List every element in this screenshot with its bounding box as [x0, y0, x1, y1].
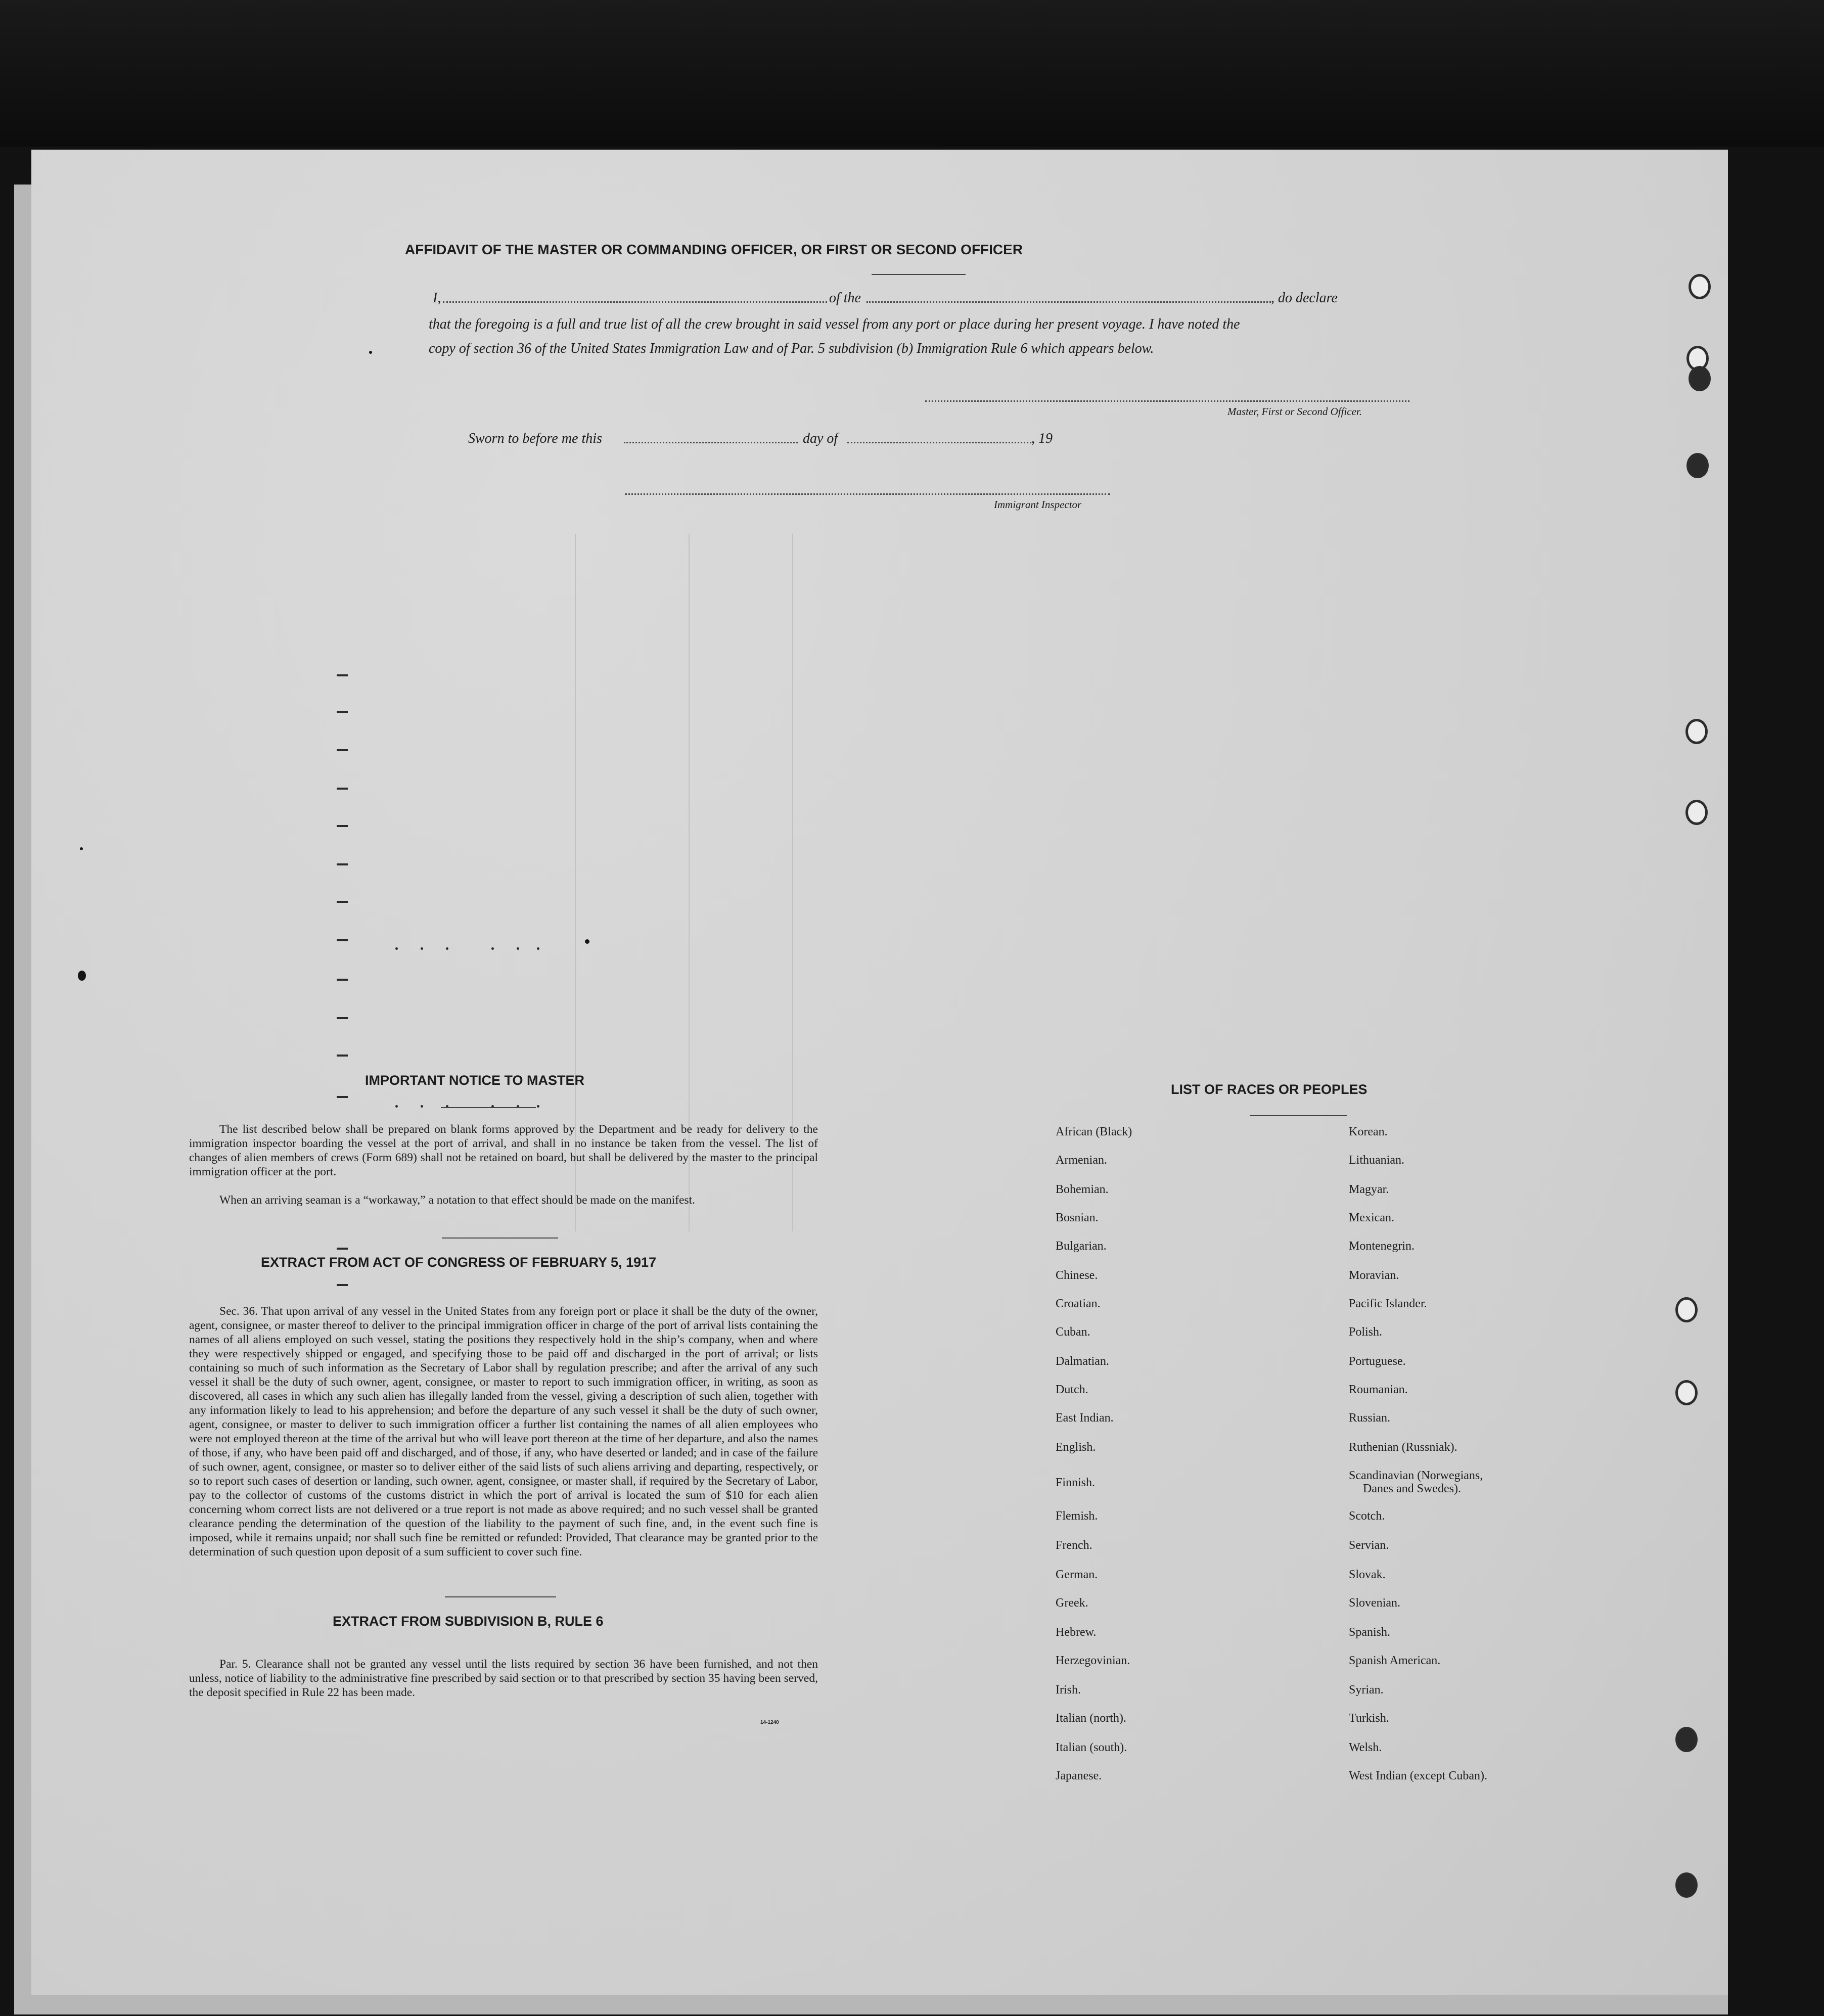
- race-item: Italian (south).: [1056, 1741, 1127, 1754]
- bleed-through-layer: [31, 150, 1728, 1995]
- race-item: Danes and Swedes).: [1363, 1482, 1461, 1495]
- manifest-page: [31, 150, 1728, 1995]
- inspector-signature-line[interactable]: [625, 493, 1110, 495]
- race-item: Chinese.: [1056, 1269, 1098, 1282]
- ghost-dash: [337, 749, 348, 751]
- race-item: Irish.: [1056, 1683, 1081, 1697]
- race-item: Bosnian.: [1056, 1211, 1099, 1224]
- race-item: Polish.: [1349, 1325, 1383, 1339]
- race-item: East Indian.: [1056, 1411, 1114, 1425]
- race-item: Greek.: [1056, 1596, 1088, 1610]
- race-item: Spanish American.: [1349, 1654, 1441, 1667]
- race-item: Bulgarian.: [1056, 1240, 1107, 1253]
- race-item: Magyar.: [1349, 1183, 1389, 1196]
- ghost-dash: [337, 1248, 348, 1250]
- binder-hole: [1689, 366, 1711, 391]
- race-item: Roumanian.: [1349, 1383, 1408, 1396]
- race-item: Ruthenian (Russniak).: [1349, 1441, 1457, 1454]
- ghost-dash: [337, 1017, 348, 1019]
- ghost-dash: [337, 1096, 348, 1098]
- binder-hole: [1685, 800, 1708, 825]
- race-item: Finnish.: [1056, 1476, 1096, 1489]
- act-extract-heading: EXTRACT FROM ACT OF CONGRESS OF FEBRUARY 5, 1917: [261, 1255, 657, 1270]
- race-item: Armenian.: [1056, 1154, 1107, 1167]
- race-item: Korean.: [1349, 1125, 1388, 1138]
- ghost-dot: [395, 1105, 398, 1108]
- race-item: Syrian.: [1349, 1683, 1384, 1697]
- binder-hole: [1675, 1297, 1698, 1322]
- declarant-name-blank[interactable]: [443, 301, 827, 303]
- rule-extract-text: Par. 5. Clearance shall not be granted any vessel until the lists required by section 36 have been furnished, and not then unless, notice of liability to the administrative fine prescribed by said section or to that prescribed by section 35 having been served, the deposit specified in Rule 22 has been made.: [189, 1658, 818, 1699]
- ink-speck: [369, 351, 372, 354]
- separator: [445, 1596, 556, 1597]
- ink-speck: [80, 847, 83, 850]
- race-item: Russian.: [1349, 1411, 1391, 1425]
- binder-hole: [1675, 1872, 1698, 1898]
- affidavit-line3: copy of section 36 of the United States Immigration Law and of Par. 5 subdivision (b) Immigration Rule 6 which appears below.: [429, 341, 1154, 356]
- master-signature-label: Master, First or Second Officer.: [1227, 405, 1362, 418]
- binder-hole: [1686, 453, 1709, 478]
- ghost-dash: [337, 1284, 348, 1286]
- ghost-dot: [537, 947, 539, 950]
- binder-hole: [1689, 274, 1711, 299]
- separator: [442, 1238, 558, 1239]
- race-item: Pacific Islander.: [1349, 1297, 1427, 1310]
- scan-border-top: [0, 0, 1824, 147]
- race-item: Moravian.: [1349, 1269, 1399, 1282]
- notice-paragraph-1: The list described below shall be prepared on blank forms approved by the Department and be ready for delivery to the immigration inspector boarding the vessel at the port of arrival, and shall in no instance be taken from the vessel. The list of changes of alien members of crews (Form 689) shall not be retained on board, but shall be delivered by the master to the principal immigration officer at the port.: [189, 1123, 818, 1178]
- binder-hole: [1675, 1727, 1698, 1752]
- ghost-dash: [337, 939, 348, 941]
- affidavit-line1-end: , do declare: [1271, 290, 1338, 306]
- affidavit-line1-of-the: of the: [829, 290, 861, 306]
- race-item: Scotch.: [1349, 1509, 1385, 1523]
- binder-hole: [1675, 1380, 1698, 1405]
- races-heading: LIST OF RACES OR PEOPLES: [1171, 1082, 1367, 1097]
- race-item: Italian (north).: [1056, 1712, 1126, 1725]
- race-item: Flemish.: [1056, 1509, 1098, 1523]
- ghost-dash: [337, 825, 348, 827]
- sworn-day-blank[interactable]: [624, 442, 798, 443]
- binder-hole: [1685, 719, 1708, 744]
- race-item: Montenegrin.: [1349, 1240, 1415, 1253]
- race-item: Servian.: [1349, 1539, 1389, 1552]
- ghost-dot: [421, 1105, 423, 1108]
- inspector-label: Immigrant Inspector: [994, 498, 1082, 511]
- race-item: Dutch.: [1056, 1383, 1088, 1396]
- ghost-dot: [517, 947, 519, 950]
- race-item: Slovenian.: [1349, 1596, 1400, 1610]
- race-item: African (Black): [1056, 1125, 1132, 1138]
- ghost-dot: [537, 1105, 539, 1108]
- race-item: Portuguese.: [1349, 1355, 1406, 1368]
- race-item: Cuban.: [1056, 1325, 1090, 1339]
- sworn-year: , 19: [1031, 431, 1053, 446]
- ghost-dash: [337, 1055, 348, 1057]
- ghost-dash: [337, 901, 348, 903]
- sworn-start: Sworn to before me this: [468, 431, 602, 446]
- notice-heading: IMPORTANT NOTICE TO MASTER: [365, 1073, 584, 1088]
- race-item: Welsh.: [1349, 1741, 1382, 1754]
- affidavit-line2: that the foregoing is a full and true list of all the crew brought in said vessel from any port or place during her present voyage. I have noted the: [429, 316, 1240, 332]
- races-underline: [1250, 1115, 1347, 1116]
- rule-extract-heading: EXTRACT FROM SUBDIVISION B, RULE 6: [333, 1614, 604, 1629]
- race-item: Hebrew.: [1056, 1626, 1097, 1639]
- race-item: Croatian.: [1056, 1297, 1101, 1310]
- race-item: Lithuanian.: [1349, 1154, 1404, 1167]
- race-item: Turkish.: [1349, 1712, 1389, 1725]
- race-item: Dalmatian.: [1056, 1355, 1109, 1368]
- ink-speck: [585, 939, 589, 944]
- ghost-dot: [491, 947, 494, 950]
- ink-speck: [78, 971, 86, 981]
- ghost-dash: [337, 711, 348, 713]
- race-item: German.: [1056, 1568, 1098, 1581]
- affidavit-title: AFFIDAVIT OF THE MASTER OR COMMANDING OFFICER, OR FIRST OR SECOND OFFICER: [404, 242, 1023, 257]
- ghost-dash: [337, 863, 348, 865]
- race-item: Japanese.: [1056, 1769, 1102, 1782]
- sworn-day-of: day of: [803, 431, 838, 446]
- sworn-month-blank[interactable]: [847, 442, 1031, 443]
- race-item: Slovak.: [1349, 1568, 1386, 1581]
- notice-underline: [441, 1107, 536, 1108]
- race-item: English.: [1056, 1441, 1096, 1454]
- race-item: Herzegovinian.: [1056, 1654, 1130, 1667]
- ghost-dash: [337, 674, 348, 676]
- race-item: Scandinavian (Norwegians,: [1349, 1469, 1483, 1482]
- race-item: West Indian (except Cuban).: [1349, 1769, 1487, 1782]
- race-item: Bohemian.: [1056, 1183, 1109, 1196]
- race-item: French.: [1056, 1539, 1092, 1552]
- notice-paragraph-2: When an arriving seaman is a “workaway,” a notation to that effect should be made on the manifest.: [219, 1194, 695, 1207]
- form-number: 14-1240: [760, 1720, 779, 1725]
- title-underline: [872, 274, 966, 275]
- race-item: Spanish.: [1349, 1626, 1391, 1639]
- race-item: Mexican.: [1349, 1211, 1394, 1224]
- ghost-dot: [446, 947, 448, 950]
- ghost-dot: [421, 947, 423, 950]
- ghost-dash: [337, 979, 348, 981]
- act-extract-text: Sec. 36. That upon arrival of any vessel in the United States from any foreign port or place it shall be the duty of the owner, agent, consignee, or master thereof to deliver to the principal immigration officer in charge of the port of arrival lists containing the names of all aliens employed on such vessel, stating the positions they respectively hold in the ship’s company, when and where they were respectively shipped or engaged, and specifying those to be paid off and discharged in the port of arrival; or lists containing so much of such information as the Secretary of Labor shall by regulation prescribe; and after the arrival of any such vessel it shall be the duty of such owner, agent, consignee, or master to report to such immigration officer, in writing, as soon as discovered, all cases in which any such alien has illegally landed from the vessel, giving a description of such alien, together with any information likely to lead to his apprehension; and before the departure of any such vessel it shall be the duty of such owner, agent, consignee, or master to deliver to such immigration officer a further list containing the names of all alien employees who were not employed thereon at the time of the arrival but who will leave port thereon at the time of her departure, and also the names of those, if any, who have been paid off and discharged, and of those, if any, who have deserted or landed; and in case of the failure of such owner, agent, consignee, or master so to deliver either of the said lists of such aliens arriving and departing, respectively, or so to report such cases of desertion or landing, such owner, agent, consignee, or master shall, if required by the Secretary of Labor, pay to the collector of customs of the customs district in which the port of arrival is located the sum of $10 for each alien concerning whom correct lists are not delivered or a true report is not made as above required; and no such vessel shall be granted clearance pending the determination of the question of the liability to the payment of such fine, and, in the event such fine is imposed, while it remains unpaid; nor shall such fine be remitted or refunded: Provided, That clearance may be granted prior to the determination of such question upon deposit of a sum sufficient to cover such fine.: [189, 1305, 818, 1559]
- master-signature-line[interactable]: [925, 400, 1409, 402]
- vessel-name-blank[interactable]: [867, 301, 1271, 303]
- affidavit-line1-start: I,: [433, 290, 441, 306]
- ghost-dash: [337, 788, 348, 790]
- ghost-dot: [395, 947, 398, 950]
